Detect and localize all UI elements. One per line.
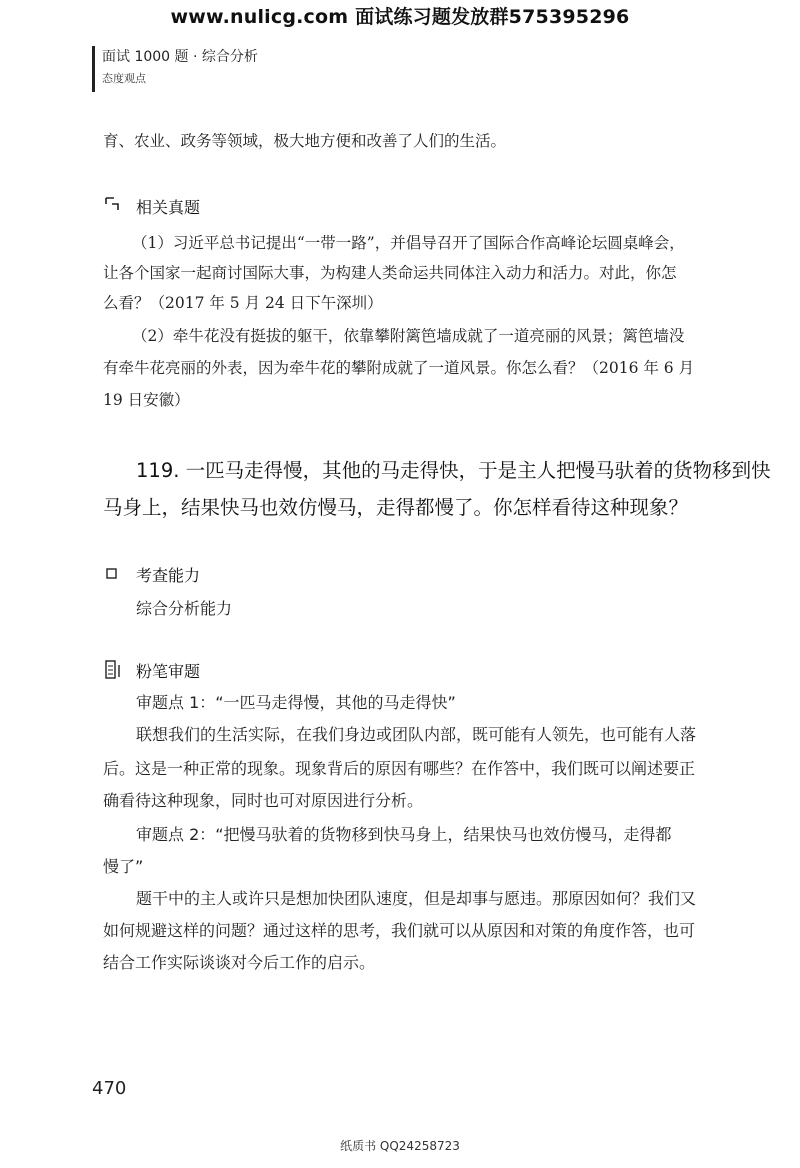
ability-section-icon (104, 565, 122, 581)
review-heading: 粉笔审题 (136, 662, 201, 681)
book-title: 面试 1000 题 · 综合分析 (102, 49, 258, 65)
question-line-1: 119. 一匹马走得慢，其他的马走得快，于是主人把慢马驮着的货物移到快 (136, 459, 771, 482)
watermark-banner: www.nulicg.com 面试练习题发放群575395296 (170, 6, 630, 28)
related-line-5: 有牵牛花亮丽的外表，因为牵牛花的攀附成就了一道风景。你怎么看？（2016 年 6 月 (103, 359, 695, 377)
review-line-4: 确看待这种现象，同时也可对原因进行分析。 (103, 791, 424, 810)
related-line-1: （1）习近平总书记提出“一带一路”，并倡导召开了国际合作高峰论坛圆桌峰会， (132, 234, 685, 252)
review-line-2: 联想我们的生活实际，在我们身边或团队内部，既可能有人领先，也可能有人落 (136, 725, 697, 744)
footer-mark: 纸质书 QQ24258723 (340, 1139, 460, 1153)
review-line-9: 结合工作实际谈谈对今后工作的启示。 (103, 953, 376, 972)
related-section-icon (104, 196, 122, 212)
related-line-2: 让各个国家一起商讨国际大事，为构建人类命运共同体注入动力和活力。对此，你怎 (103, 264, 677, 282)
ability-heading: 考查能力 (136, 566, 201, 585)
related-heading: 相关真题 (136, 198, 201, 217)
review-line-6: 慢了” (103, 857, 144, 876)
review-line-5: 审题点 2：“把慢马驮着的货物移到快马身上，结果快马也效仿慢马，走得都 (136, 825, 672, 844)
subsection-label: 态度观点 (102, 72, 146, 85)
review-line-7: 题干中的主人或许只是想加快团队速度，但是却事与愿违。那原因如何？我们又 (136, 889, 697, 908)
related-line-4: （2）牵牛花没有挺拔的躯干，依靠攀附篱笆墙成就了一道亮丽的风景；篱笆墙没 (132, 327, 685, 345)
related-line-3: 么看？（2017 年 5 月 24 日下午深圳） (103, 294, 383, 312)
intro-line: 育、农业、政务等领域，极大地方便和改善了人们的生活。 (103, 132, 507, 150)
review-line-8: 如何规避这样的问题？通过这样的思考，我们就可以从原因和对策的角度作答，也可 (103, 921, 696, 940)
page-number: 470 (92, 1078, 127, 1099)
question-line-2: 马身上，结果快马也效仿慢马，走得都慢了。你怎样看待这种现象？ (103, 496, 689, 519)
review-line-3: 后。这是一种正常的现象。现象背后的原因有哪些？在作答中，我们既可以阐述要正 (103, 759, 696, 778)
ability-content: 综合分析能力 (136, 599, 233, 618)
related-line-6: 19 日安徽） (103, 391, 190, 409)
header-rule (92, 46, 95, 92)
review-line-1: 审题点 1：“一匹马走得慢，其他的马走得快” (136, 693, 456, 712)
review-section-icon (104, 659, 124, 681)
